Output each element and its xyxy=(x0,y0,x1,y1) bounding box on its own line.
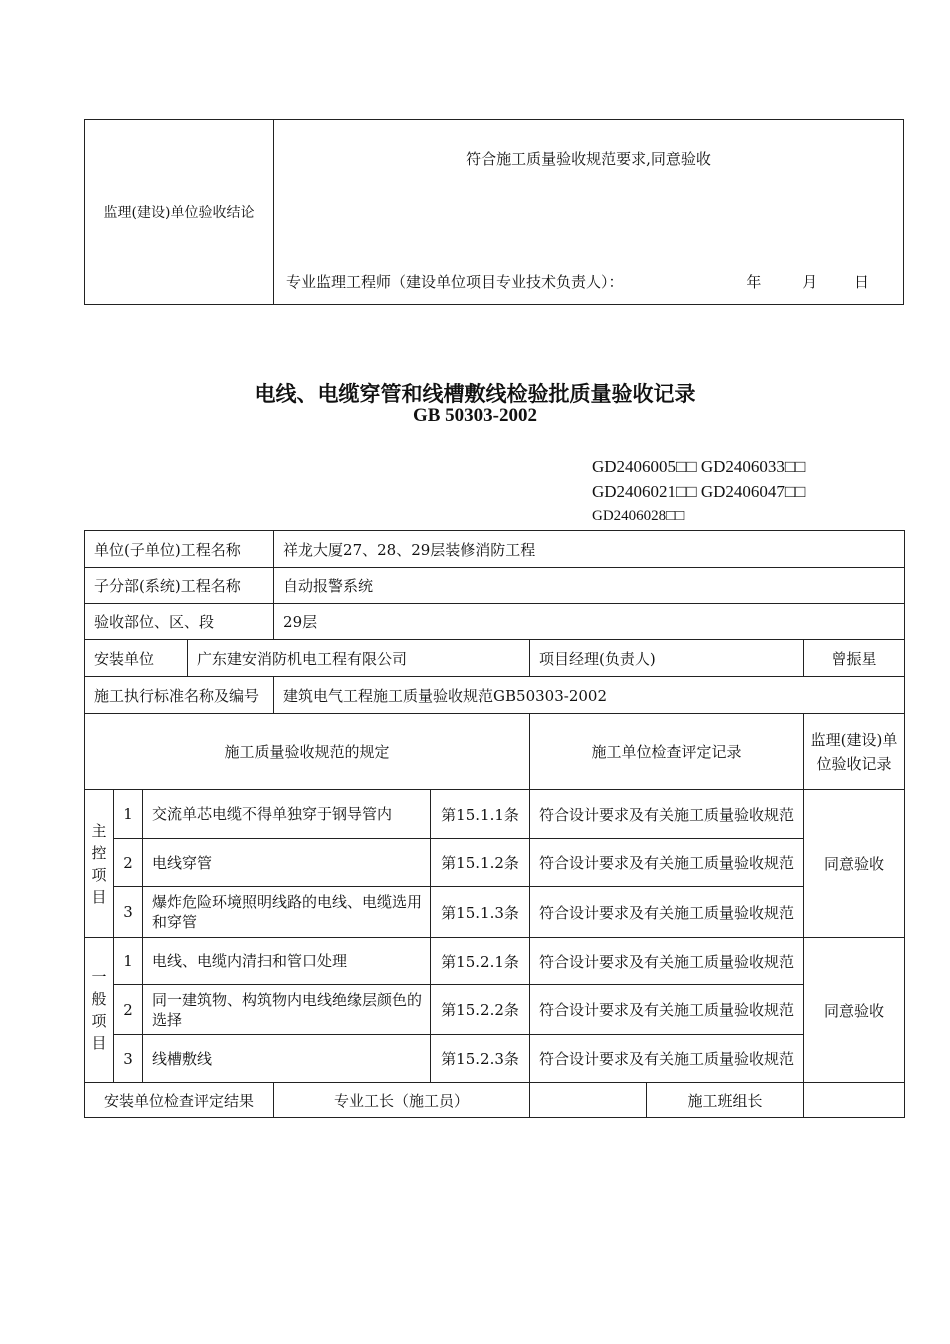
code-line-2: GD2406021□□ GD2406047□□ xyxy=(592,482,806,501)
main-category-label xyxy=(85,790,114,938)
item-clause: 第15.1.3条 xyxy=(431,887,530,938)
project-name-row xyxy=(85,531,905,568)
location-row xyxy=(85,604,905,640)
date-year: 年 xyxy=(746,273,762,291)
main-acceptance: 同意验收 xyxy=(804,790,905,938)
item-clause: 第15.1.2条 xyxy=(431,839,530,887)
date-day: 日 xyxy=(853,273,869,291)
installer-value: 广东建安消防机电工程有限公司 xyxy=(188,640,530,677)
inspection-record-table xyxy=(84,530,905,1118)
conclusion-label: 监理(建设)单位验收结论 xyxy=(85,120,274,305)
foreman-label: 专业工长（施工员） xyxy=(274,1083,530,1118)
item-content: 电线穿管 xyxy=(143,839,431,887)
subdivision-row xyxy=(85,568,905,604)
item-result: 符合设计要求及有关施工质量验收规范 xyxy=(530,1035,804,1083)
header-row xyxy=(85,714,905,790)
main-item-row xyxy=(85,790,905,839)
date-field xyxy=(718,271,869,292)
team-leader-value xyxy=(804,1083,905,1118)
item-clause: 第15.2.3条 xyxy=(431,1035,530,1083)
spec-header: 施工质量验收规范的规定 xyxy=(85,714,530,790)
manager-value: 曾振星 xyxy=(804,640,905,677)
subdivision-label: 子分部(系统)工程名称 xyxy=(85,568,274,604)
signature-label: 专业监理工程师（建设单位项目专业技术负责人）： xyxy=(286,273,624,291)
item-result: 符合设计要求及有关施工质量验收规范 xyxy=(530,790,804,839)
item-clause: 第15.1.1条 xyxy=(431,790,530,839)
item-clause: 第15.2.1条 xyxy=(431,938,530,985)
supervisor-header: 监理(建设)单位验收记录 xyxy=(804,714,905,790)
item-content: 爆炸危险环境照明线路的电线、电缆选用和穿管 xyxy=(143,887,431,938)
item-number: 3 xyxy=(114,1035,143,1083)
installer-label: 安装单位 xyxy=(85,640,188,677)
item-result: 符合设计要求及有关施工质量验收规范 xyxy=(530,887,804,938)
standard-label: 施工执行标准名称及编号 xyxy=(85,677,274,714)
team-leader-label: 施工班组长 xyxy=(647,1083,804,1118)
standard-row xyxy=(85,677,905,714)
document-title: 电线、电缆穿管和线槽敷线检验批质量验收记录 xyxy=(254,381,696,406)
conclusion-text: 符合施工质量验收规范要求,同意验收 xyxy=(466,150,711,168)
code-line-3: GD2406028□□ xyxy=(592,508,685,524)
item-content: 交流单芯电缆不得单独穿于钢导管内 xyxy=(143,790,431,839)
item-content: 电线、电缆内清扫和管口处理 xyxy=(143,938,431,985)
item-result: 符合设计要求及有关施工质量验收规范 xyxy=(530,938,804,985)
manager-label: 项目经理(负责人) xyxy=(530,640,804,677)
subdivision-value: 自动报警系统 xyxy=(274,568,905,604)
general-category-label xyxy=(85,938,114,1083)
footer-row xyxy=(85,1083,905,1118)
item-result: 符合设计要求及有关施工质量验收规范 xyxy=(530,839,804,887)
main-item-row xyxy=(85,887,905,938)
conclusion-content xyxy=(274,120,904,305)
location-label: 验收部位、区、段 xyxy=(85,604,274,640)
general-acceptance: 同意验收 xyxy=(804,938,905,1083)
item-content: 同一建筑物、构筑物内电线绝缘层颜色的选择 xyxy=(143,985,431,1035)
general-category-text: 一般项目 xyxy=(91,968,107,1052)
project-name-value: 祥龙大厦27、28、29层装修消防工程 xyxy=(274,531,905,568)
item-number: 1 xyxy=(114,938,143,985)
general-item-row xyxy=(85,938,905,985)
item-result: 符合设计要求及有关施工质量验收规范 xyxy=(530,985,804,1035)
foreman-value xyxy=(530,1083,647,1118)
location-value: 29层 xyxy=(274,604,905,640)
standard-value: 建筑电气工程施工质量验收规范GB50303-2002 xyxy=(274,677,905,714)
general-item-row xyxy=(85,1035,905,1083)
item-number: 3 xyxy=(114,887,143,938)
code-line-1: GD2406005□□ GD2406033□□ xyxy=(592,457,806,476)
project-name-label: 单位(子单位)工程名称 xyxy=(85,531,274,568)
date-month: 月 xyxy=(802,273,818,291)
item-clause: 第15.2.2条 xyxy=(431,985,530,1035)
item-number: 2 xyxy=(114,839,143,887)
main-item-row xyxy=(85,839,905,887)
item-number: 2 xyxy=(114,985,143,1035)
result-label: 安装单位检查评定结果 xyxy=(85,1083,274,1118)
standard-code: GB 50303-2002 xyxy=(412,405,538,426)
supervisor-conclusion-table xyxy=(84,119,904,305)
item-number: 1 xyxy=(114,790,143,839)
item-content: 线槽敷线 xyxy=(143,1035,431,1083)
general-item-row xyxy=(85,985,905,1035)
installer-row xyxy=(85,640,905,677)
check-header: 施工单位检查评定记录 xyxy=(530,714,804,790)
main-category-text: 主控项目 xyxy=(91,821,107,906)
